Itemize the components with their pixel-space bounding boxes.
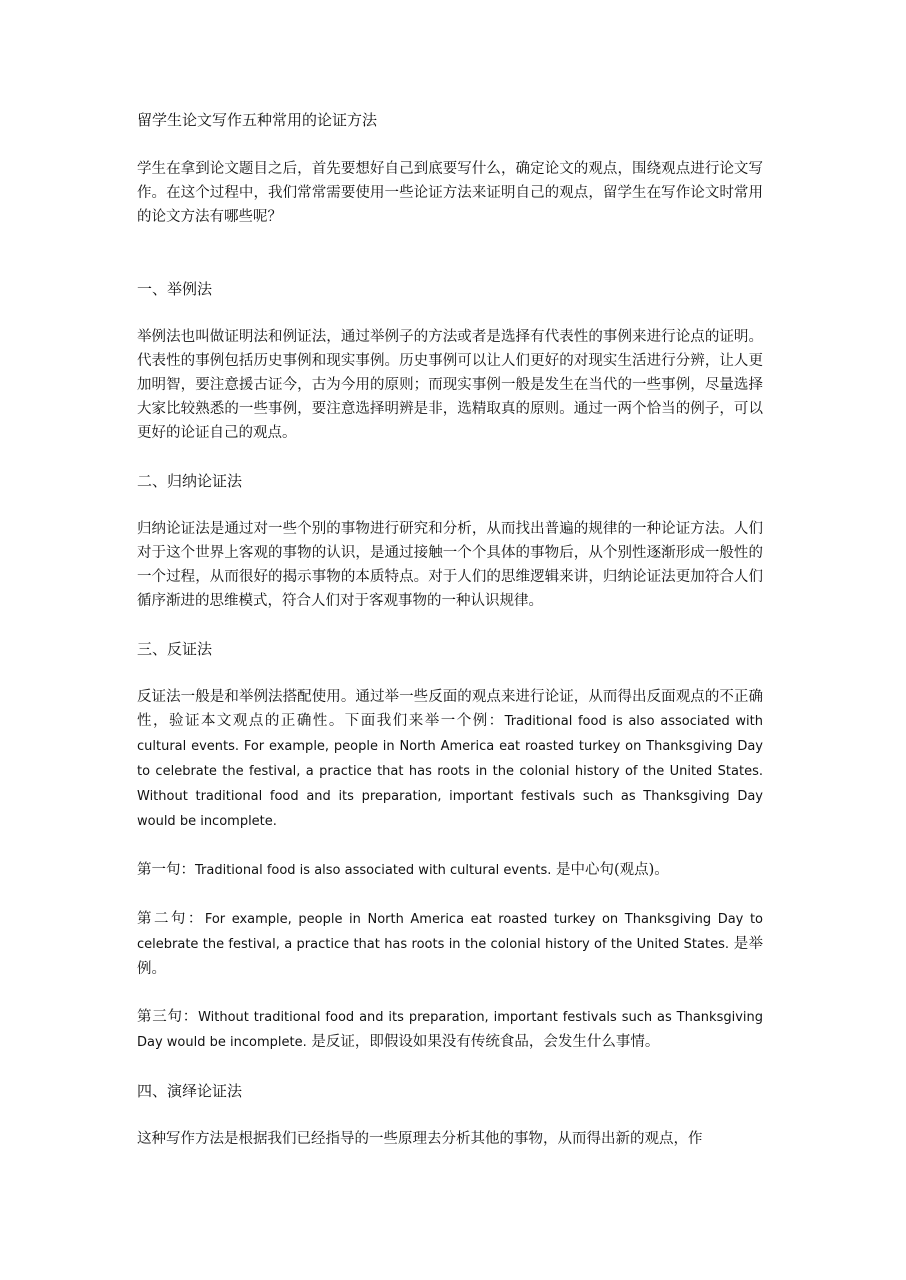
sentence-label: 第二句： [137,911,205,927]
sentence-label: 第一句： [137,862,195,878]
section-heading-counter-method: 三、反证法 [137,640,213,658]
sentence-english: For example, people in North America eat roasted turkey on Thanksgiving Day to celebrate the festival, a practice that has roots in the colonial history of the United States. [137,912,763,952]
spacer [137,1103,763,1127]
spacer [137,1055,763,1079]
section-body-induction-method: 归纳论证法是通过对一些个别的事物进行研究和分析，从而找出普遍的规律的一种论证方法。人们对于这个世界上客观的事物的认识，是通过接触一个个具体的事物后，从个别性逐渐形成一般性的一个过程，从而很好的揭示事物的本质特点。对于人们的思维逻辑来讲，归纳论证法更加符合人们循序渐进的思维模式，符合人们对于客观事物的一种认识规律。 [137,521,763,609]
document-page [137,108,763,1151]
spacer [137,301,763,325]
intro-paragraph: 学生在拿到论文题目之后，首先要想好自己到底要写什么，确定论文的观点，围绕观点进行论文写作。在这个过程中，我们常常需要使用一些论证方法来证明自己的观点，留学生在写作论文时常用的论文方法有哪些呢？ [137,161,763,225]
spacer [137,883,763,907]
sentence-english: Traditional food is also associated with cultural events. [195,863,552,878]
sentence-comment: 是中心句(观点)。 [551,862,669,878]
document-title: 留学生论文写作五种常用的论证方法 [137,111,378,129]
section-body-counter-method [137,685,763,834]
sentence-comment: 是举例。 [137,936,764,977]
sentence-comment: 是反证，即假设如果没有传统食品，会发生什么事情。 [306,1034,660,1050]
spacer [137,613,763,637]
spacer [137,493,763,517]
spacer [137,834,763,858]
sentence-analysis-third [137,1005,763,1055]
sentence-analysis-second [137,907,763,981]
section-body-example-method: 举例法也叫做证明法和例证法，通过举例子的方法或者是选择有代表性的事例来进行论点的证明。代表性的事例包括历史事例和现实事例。历史事例可以让人们更好的对现实生活进行分辨，让人更加明智，要注意援古证今，古为今用的原则；而现实事例一般是发生在当代的一些事例，尽量选择大家比较熟悉的一些事例，要注意选择明辨是非，选精取真的原则。通过一两个恰当的例子，可以更好的论证自己的观点。 [137,329,763,441]
spacer [137,445,763,469]
section-body-deduction-method: 这种写作方法是根据我们已经指导的一些原理去分析其他的事物，从而得出新的观点，作 [137,1131,703,1147]
section-heading-example-method: 一、举例法 [137,280,213,298]
spacer [137,661,763,685]
sentence-analysis-first [137,858,763,883]
counter-method-chinese-text: 反证法一般是和举例法搭配使用。通过举一些反面的观点来进行论证，从而得出反面观点的不正确性，验证本文观点的正确性。下面我们来举一个例： [137,689,763,729]
sentence-label: 第三句： [137,1009,199,1025]
section-heading-induction-method: 二、归纳论证法 [137,472,243,490]
counter-method-english-example: Traditional food is also associated with cultural events. For example, people in North America eat roasted turkey on Thanksgiving Day to celebrate the festival, a practice that has roots in the colonial history of the United States. Without traditional food and its preparation, important festivals such as Thanksgiving Day would be incomplete. [137,714,763,829]
section-heading-deduction-method: 四、演绎论证法 [137,1082,243,1100]
spacer [137,229,763,277]
sentence-english: Without traditional food and its preparation, important festivals such as Thanksgiving Day would be incomplete. [137,1010,763,1050]
spacer [137,981,763,1005]
